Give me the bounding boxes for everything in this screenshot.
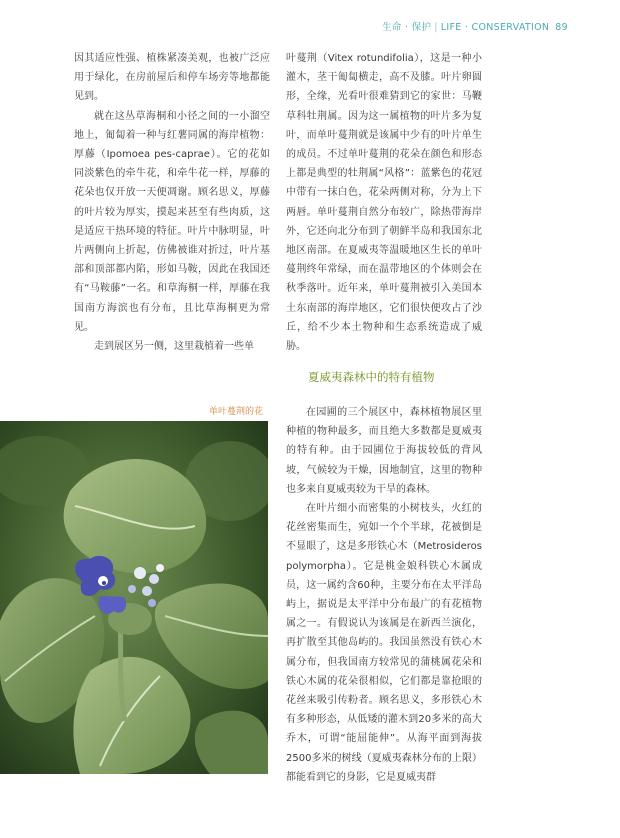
page-number: 89 [555, 22, 568, 33]
paragraph: 就在这丛草海桐和小径之间的一小溜空地上，匍匐着一种与红薯同属的海岸植物：厚藤（Ipomoea pes-caprae）。它的花如同淡紫色的牵牛花，和牵牛花一样，厚藤的花朵也仅开放一天便凋谢。顾名思义，厚藤的叶片较为厚实，摸起来甚至有些肉质，这是适应干热环境的特征。叶片中脉明显，叶片两侧向上折起，仿佛被谁对折过，叶片基部和顶部都内陷，形如马鞍，因此在我国还有“马鞍藤”一名。和草海桐一样，厚藤在我国南方海滨也有分布，且比草海桐更为常见。 [74, 110, 270, 333]
vitex-flower-photo [0, 421, 268, 774]
header-section-en: LIFE · CONSERVATION [440, 22, 550, 33]
paragraph: 走到展区另一侧，这里栽植着一些单 [94, 341, 254, 353]
section-heading: 夏威夷森林中的特有植物 [308, 370, 435, 384]
paragraph: 因其适应性强、植株紧凑美观，也被广泛应用于绿化，在房前屋后和停车场旁等地都能见到。 [74, 53, 270, 103]
photo-caption: 单叶蔓荆的花 [208, 407, 263, 417]
right-column-bottom [286, 403, 482, 787]
header-section-cn: 生命 · 保护 [382, 22, 432, 33]
right-column-top [286, 49, 482, 356]
running-header [382, 19, 568, 33]
header-divider: | [434, 22, 438, 33]
paragraph: 叶蔓荆（Vitex rotundifolia），这是一种小灌木，茎干匍匐横走，高不及膝。叶片卵圆形，全缘，光看叶很难猜到它的家世：马鞭草科牡荆属。因为这一属植物的叶片多为复叶，而单叶蔓荆就是该属中少有的叶片单生的成员。不过单叶蔓荆的花朵在颜色和形态上都是典型的牡荆属“风格”：蓝紫色的花冠中带有一抹白色，花朵两侧对称，分为上下两唇。单叶蔓荆自然分布较广，除热带海岸外，它还向北分布到了朝鲜半岛和我国东北地区南部。在夏威夷等温暖地区生长的单叶蔓荆终年常绿，而在温带地区的个体则会在秋季落叶。近年来，单叶蔓荆被引入美国本土东南部的海岸地区，它们很快便攻占了沙丘，给不少本土物种和生态系统造成了威胁。 [286, 53, 482, 353]
paragraph: 在叶片细小而密集的小树枝头，火红的花丝密集而生，宛如一个个半球，花被倒是不显眼了，这是多形铁心木（Metrosideros polymorpha）。它是桃金娘科铁心木属成员，这一属约含60种，主要分布在太平洋岛屿上，据说是太平洋中分布最广的有花植物属之一。有假说认为该属是在新西兰演化，再扩散至其他岛屿的。我国虽然没有铁心木属分布，但我国南方较常见的蒲桃属花朵和铁心木属的花朵很相似，它们都是靠抢眼的花丝来吸引传粉者。顾名思义，多形铁心木有多种形态，从低矮的灌木到20多米的高大乔木，可谓“能屈能伸”。从海平面到海拔2500多米的树线（夏威夷森林分布的上限）都能看到它的身影，它是夏威夷群 [286, 503, 482, 783]
left-column [74, 49, 270, 356]
paragraph: 在园圃的三个展区中，森林植物展区里种植的物种最多，而且绝大多数都是夏威夷的特有种。由于园圃位于海拔较低的背风坡，气候较为干燥，因地制宜，这里的物种也多来自夏威夷较为干旱的森林。 [286, 407, 482, 495]
